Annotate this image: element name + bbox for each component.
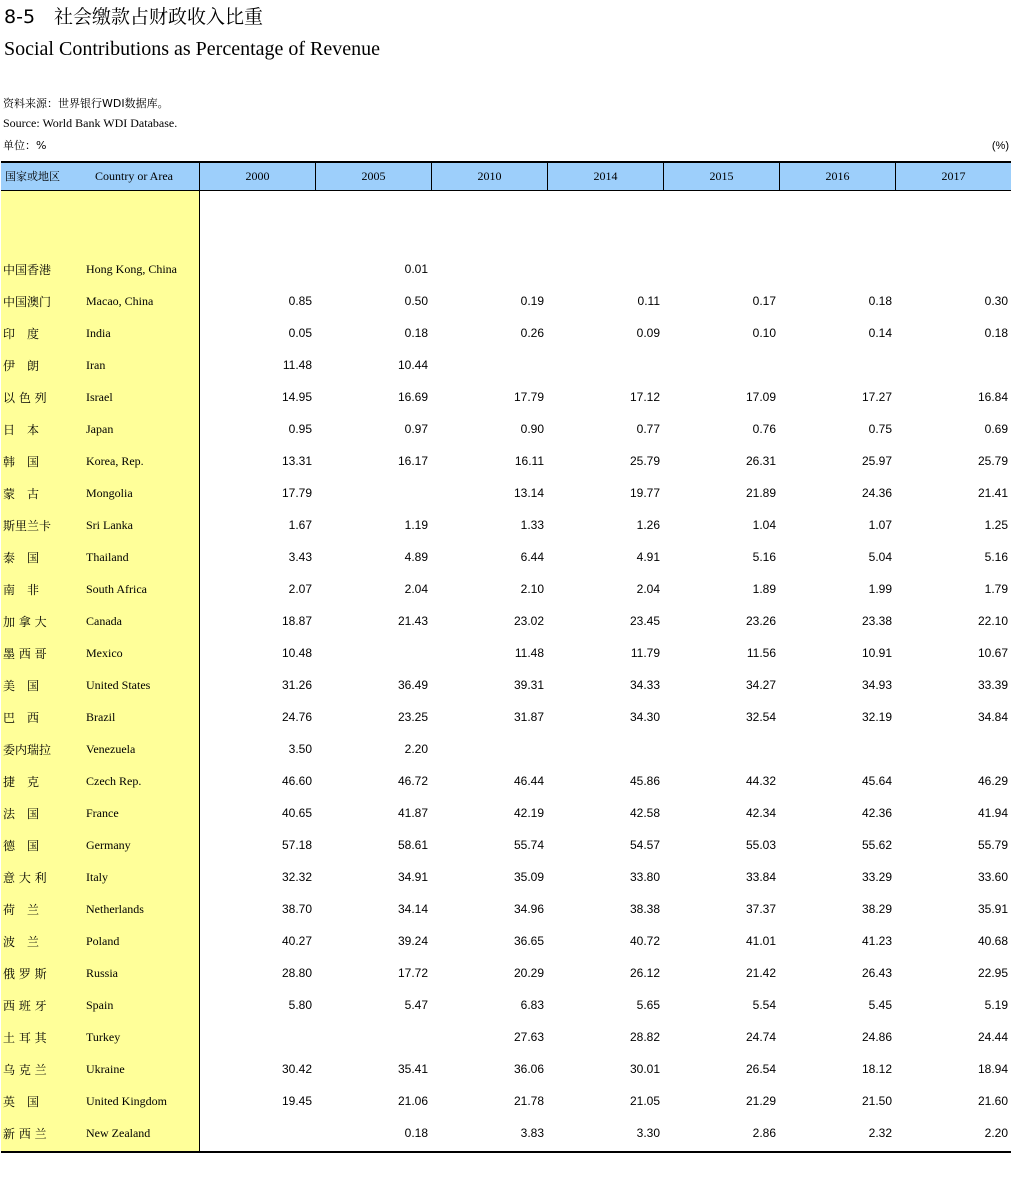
value-cell: 39.24 [397,934,428,948]
value-cell: 5.04 [868,550,892,564]
country-name-en: Mexico [86,645,123,660]
value-cell: 40.65 [281,806,312,820]
value-cell: 32.32 [281,870,312,884]
value-cell: 0.77 [636,422,660,436]
country-name-en: United Kingdom [86,1093,167,1108]
country-name-cn: 法 国 [3,806,40,821]
country-name-en: Germany [86,837,131,852]
value-cell: 45.86 [629,774,660,788]
value-cell: 41.94 [977,806,1008,820]
country-name-cn: 波 兰 [3,934,40,949]
value-cell: 46.60 [281,774,312,788]
value-cell: 28.82 [629,1030,660,1044]
value-cell: 16.84 [977,390,1008,404]
country-name-en: Turkey [86,1029,121,1044]
value-cell: 0.85 [288,294,312,308]
value-cell: 21.50 [861,1094,892,1108]
value-cell: 40.27 [281,934,312,948]
value-cell: 2.32 [868,1126,892,1140]
value-cell: 0.17 [752,294,776,308]
source-note-chinese: 资料来源：世界银行WDI数据库。 [3,97,169,110]
value-cell: 18.12 [861,1062,892,1076]
value-cell: 0.09 [636,326,660,340]
value-cell: 0.01 [404,262,428,276]
value-cell: 16.11 [514,454,544,468]
value-cell: 1.07 [868,518,892,532]
value-cell: 22.10 [977,614,1008,628]
country-name-cn: 俄 罗 斯 [3,966,47,981]
value-cell: 58.61 [397,838,428,852]
value-cell: 0.18 [984,326,1008,340]
value-cell: 34.14 [397,902,428,916]
value-cell: 3.30 [636,1126,660,1140]
country-name-cn: 韩 国 [3,454,40,469]
value-cell: 55.62 [861,838,892,852]
value-cell: 2.04 [636,582,660,596]
country-name-en: Canada [86,613,122,628]
value-cell: 0.90 [520,422,544,436]
table-row [1,893,1011,925]
table-row [1,989,1011,1021]
value-cell: 11.56 [746,646,776,660]
header-year: 2016 [779,163,895,190]
table-row [1,1021,1011,1053]
value-cell: 42.58 [629,806,660,820]
value-cell: 0.30 [984,294,1008,308]
value-cell: 10.44 [397,358,428,372]
value-cell: 0.19 [520,294,544,308]
header-year: 2015 [663,163,779,190]
value-cell: 1.26 [636,518,660,532]
value-cell: 54.57 [629,838,660,852]
country-name-en: Thailand [86,549,129,564]
country-name-cn: 中国香港 [3,262,52,277]
table-row [1,669,1011,701]
country-name-en: Italy [86,869,108,884]
value-cell: 41.87 [397,806,428,820]
value-cell: 38.70 [281,902,312,916]
country-name-en: Brazil [86,709,116,724]
table-row [1,253,1011,285]
value-cell: 14.95 [281,390,312,404]
value-cell: 42.19 [513,806,544,820]
value-cell: 25.97 [861,454,892,468]
country-name-en: Macao, China [86,293,154,308]
header-country-en: Country or Area [95,169,173,183]
value-cell: 35.41 [397,1062,428,1076]
value-cell: 21.43 [397,614,428,628]
country-name-en: France [86,805,119,820]
table-row [1,925,1011,957]
country-name-cn: 乌 克 兰 [3,1062,47,1077]
value-cell: 0.14 [868,326,892,340]
data-table [1,161,1011,1153]
value-cell: 16.69 [397,390,428,404]
value-cell: 17.12 [629,390,660,404]
country-name-cn: 中国澳门 [3,294,52,309]
country-name-en: Poland [86,933,120,948]
value-cell: 3.43 [288,550,312,564]
value-cell: 46.44 [513,774,544,788]
table-row [1,701,1011,733]
country-name-cn: 以 色 列 [3,390,47,405]
table-row [1,957,1011,989]
country-name-cn: 英 国 [3,1094,40,1109]
header-year: 2000 [199,163,315,190]
header-year: 2017 [895,163,1011,190]
value-cell: 26.43 [861,966,892,980]
value-cell: 1.99 [868,582,892,596]
value-cell: 17.27 [861,390,892,404]
value-cell: 0.75 [868,422,892,436]
country-name-en: Hong Kong, China [86,261,177,276]
value-cell: 0.18 [404,326,428,340]
country-name-cn: 德 国 [3,838,40,853]
country-name-cn: 南 非 [3,582,40,597]
value-cell: 13.31 [281,454,312,468]
country-name-en: Mongolia [86,485,133,500]
country-name-en: Korea, Rep. [86,453,144,468]
value-cell: 0.10 [752,326,776,340]
value-cell: 34.33 [629,678,660,692]
value-cell: 33.84 [745,870,776,884]
country-name-cn: 新 西 兰 [3,1126,47,1141]
country-name-cn: 印 度 [3,326,40,341]
value-cell: 36.49 [397,678,428,692]
country-name-cn: 斯里兰卡 [3,518,52,533]
value-cell: 10.91 [861,646,892,660]
table-row [1,797,1011,829]
table-rows [1,253,1011,1149]
country-name-cn: 加 拿 大 [3,614,47,629]
value-cell: 0.18 [404,1126,428,1140]
country-name-en: Iran [86,357,106,372]
value-cell: 5.80 [288,998,312,1012]
value-cell: 55.79 [977,838,1008,852]
country-name-cn: 土 耳 其 [3,1030,47,1045]
value-cell: 1.89 [752,582,776,596]
unit-label-english: (%) [991,140,1009,152]
value-cell: 34.96 [513,902,544,916]
table-row [1,573,1011,605]
value-cell: 33.39 [977,678,1008,692]
value-cell: 26.12 [629,966,660,980]
country-name-en: Russia [86,965,119,980]
country-name-en: New Zealand [86,1125,151,1140]
country-name-cn: 荷 兰 [3,902,40,917]
value-cell: 23.25 [397,710,428,724]
country-name-cn: 美 国 [3,678,40,693]
value-cell: 0.97 [404,422,428,436]
country-name-en: India [86,325,111,340]
country-name-en: Sri Lanka [86,517,133,532]
value-cell: 34.93 [861,678,892,692]
value-cell: 0.69 [984,422,1008,436]
header-country-cn: 国家或地区 [5,170,60,183]
table-row [1,477,1011,509]
value-cell: 17.72 [397,966,428,980]
value-cell: 27.63 [513,1030,544,1044]
value-cell: 1.19 [404,518,428,532]
value-cell: 13.14 [513,486,544,500]
value-cell: 57.18 [281,838,312,852]
value-cell: 24.74 [745,1030,776,1044]
value-cell: 16.17 [397,454,428,468]
value-cell: 5.16 [984,550,1008,564]
value-cell: 22.95 [977,966,1008,980]
value-cell: 4.91 [636,550,660,564]
value-cell: 2.86 [752,1126,776,1140]
value-cell: 0.95 [288,422,312,436]
table-row [1,349,1011,381]
value-cell: 46.29 [977,774,1008,788]
table-row [1,605,1011,637]
table-row [1,541,1011,573]
value-cell: 2.20 [984,1126,1008,1140]
value-cell: 21.78 [513,1094,544,1108]
value-cell: 21.60 [977,1094,1008,1108]
value-cell: 21.05 [629,1094,660,1108]
value-cell: 33.29 [861,870,892,884]
value-cell: 11.48 [282,358,312,372]
country-name-en: Netherlands [86,901,144,916]
value-cell: 35.91 [977,902,1008,916]
country-name-en: Israel [86,389,113,404]
country-name-cn: 蒙 古 [3,486,40,501]
value-cell: 0.11 [637,294,660,308]
table-row [1,1053,1011,1085]
value-cell: 6.83 [520,998,544,1012]
value-cell: 32.54 [745,710,776,724]
table-row [1,637,1011,669]
table-body [1,191,1011,1153]
value-cell: 34.84 [977,710,1008,724]
header-year: 2005 [315,163,431,190]
value-cell: 0.05 [288,326,312,340]
unit-label-chinese: 单位：% [3,139,47,152]
value-cell: 2.07 [288,582,312,596]
value-cell: 5.54 [752,998,776,1012]
value-cell: 28.80 [281,966,312,980]
value-cell: 0.76 [752,422,776,436]
value-cell: 24.86 [861,1030,892,1044]
value-cell: 19.45 [281,1094,312,1108]
table-row [1,445,1011,477]
country-name-cn: 墨 西 哥 [3,646,47,661]
value-cell: 39.31 [513,678,544,692]
value-cell: 5.19 [984,998,1008,1012]
country-name-en: South Africa [86,581,147,596]
value-cell: 21.06 [397,1094,428,1108]
value-cell: 34.30 [629,710,660,724]
header-year: 2014 [547,163,663,190]
value-cell: 1.25 [984,518,1008,532]
value-cell: 3.83 [520,1126,544,1140]
value-cell: 1.79 [984,582,1008,596]
value-cell: 21.42 [745,966,776,980]
value-cell: 18.94 [977,1062,1008,1076]
value-cell: 34.91 [397,870,428,884]
value-cell: 17.79 [281,486,312,500]
value-cell: 55.03 [745,838,776,852]
value-cell: 0.18 [868,294,892,308]
country-name-en: United States [86,677,151,692]
value-cell: 18.87 [281,614,312,628]
table-row [1,765,1011,797]
value-cell: 0.26 [520,326,544,340]
value-cell: 21.29 [745,1094,776,1108]
value-cell: 10.48 [281,646,312,660]
table-row [1,829,1011,861]
value-cell: 24.76 [281,710,312,724]
value-cell: 4.89 [404,550,428,564]
value-cell: 3.50 [288,742,312,756]
value-cell: 40.68 [977,934,1008,948]
value-cell: 23.26 [745,614,776,628]
country-name-cn: 委内瑞拉 [3,742,52,757]
country-name-cn: 捷 克 [3,774,40,789]
value-cell: 5.45 [868,998,892,1012]
country-name-en: Spain [86,997,114,1012]
value-cell: 11.79 [630,646,660,660]
value-cell: 44.32 [745,774,776,788]
value-cell: 45.64 [861,774,892,788]
table-row [1,1117,1011,1149]
value-cell: 46.72 [397,774,428,788]
value-cell: 17.09 [745,390,776,404]
value-cell: 23.02 [513,614,544,628]
country-name-en: Czech Rep. [86,773,142,788]
value-cell: 23.45 [629,614,660,628]
value-cell: 37.37 [745,902,776,916]
value-cell: 41.23 [861,934,892,948]
value-cell: 25.79 [977,454,1008,468]
table-row [1,413,1011,445]
value-cell: 30.01 [629,1062,660,1076]
table-row [1,285,1011,317]
value-cell: 40.72 [629,934,660,948]
value-cell: 17.79 [513,390,544,404]
table-header [1,161,1011,191]
country-name-en: Ukraine [86,1061,125,1076]
table-row [1,509,1011,541]
value-cell: 31.26 [281,678,312,692]
value-cell: 25.79 [629,454,660,468]
table-row [1,1085,1011,1117]
value-cell: 35.09 [513,870,544,884]
table-row [1,381,1011,413]
value-cell: 21.41 [977,486,1008,500]
value-cell: 2.20 [404,742,428,756]
value-cell: 33.60 [977,870,1008,884]
table-row [1,317,1011,349]
page-title-english: Social Contributions as Percentage of Revenue [4,38,381,60]
value-cell: 26.31 [745,454,776,468]
value-cell: 38.38 [629,902,660,916]
country-name-cn: 泰 国 [3,550,40,565]
value-cell: 24.44 [977,1030,1008,1044]
value-cell: 2.10 [520,582,544,596]
header-year: 2010 [431,163,547,190]
value-cell: 32.19 [861,710,892,724]
table-row [1,733,1011,765]
value-cell: 24.36 [861,486,892,500]
country-name-en: Japan [86,421,114,436]
value-cell: 31.87 [513,710,544,724]
value-cell: 30.42 [281,1062,312,1076]
value-cell: 5.65 [636,998,660,1012]
value-cell: 55.74 [513,838,544,852]
country-name-cn: 西 班 牙 [3,998,47,1013]
value-cell: 42.34 [745,806,776,820]
country-name-cn: 日 本 [3,422,40,437]
page-title-chinese: 8-5 社会缴款占财政收入比重 [4,6,264,28]
country-name-cn: 伊 朗 [3,358,40,373]
value-cell: 36.06 [513,1062,544,1076]
value-cell: 1.67 [288,518,312,532]
value-cell: 2.04 [404,582,428,596]
value-cell: 10.67 [977,646,1008,660]
value-cell: 1.04 [752,518,776,532]
value-cell: 5.47 [404,998,428,1012]
value-cell: 34.27 [745,678,776,692]
value-cell: 33.80 [629,870,660,884]
country-name-en: Venezuela [86,741,136,756]
value-cell: 42.36 [861,806,892,820]
value-cell: 19.77 [629,486,660,500]
value-cell: 21.89 [745,486,776,500]
value-cell: 5.16 [752,550,776,564]
value-cell: 6.44 [520,550,544,564]
value-cell: 23.38 [861,614,892,628]
country-name-cn: 意 大 利 [3,870,47,885]
value-cell: 0.50 [404,294,428,308]
value-cell: 41.01 [745,934,776,948]
country-name-cn: 巴 西 [3,710,40,725]
value-cell: 26.54 [745,1062,776,1076]
value-cell: 38.29 [861,902,892,916]
value-cell: 1.33 [520,518,544,532]
value-cell: 36.65 [513,934,544,948]
source-note-english: Source: World Bank WDI Database. [3,116,178,130]
table-row [1,861,1011,893]
value-cell: 20.29 [513,966,544,980]
value-cell: 11.48 [514,646,544,660]
